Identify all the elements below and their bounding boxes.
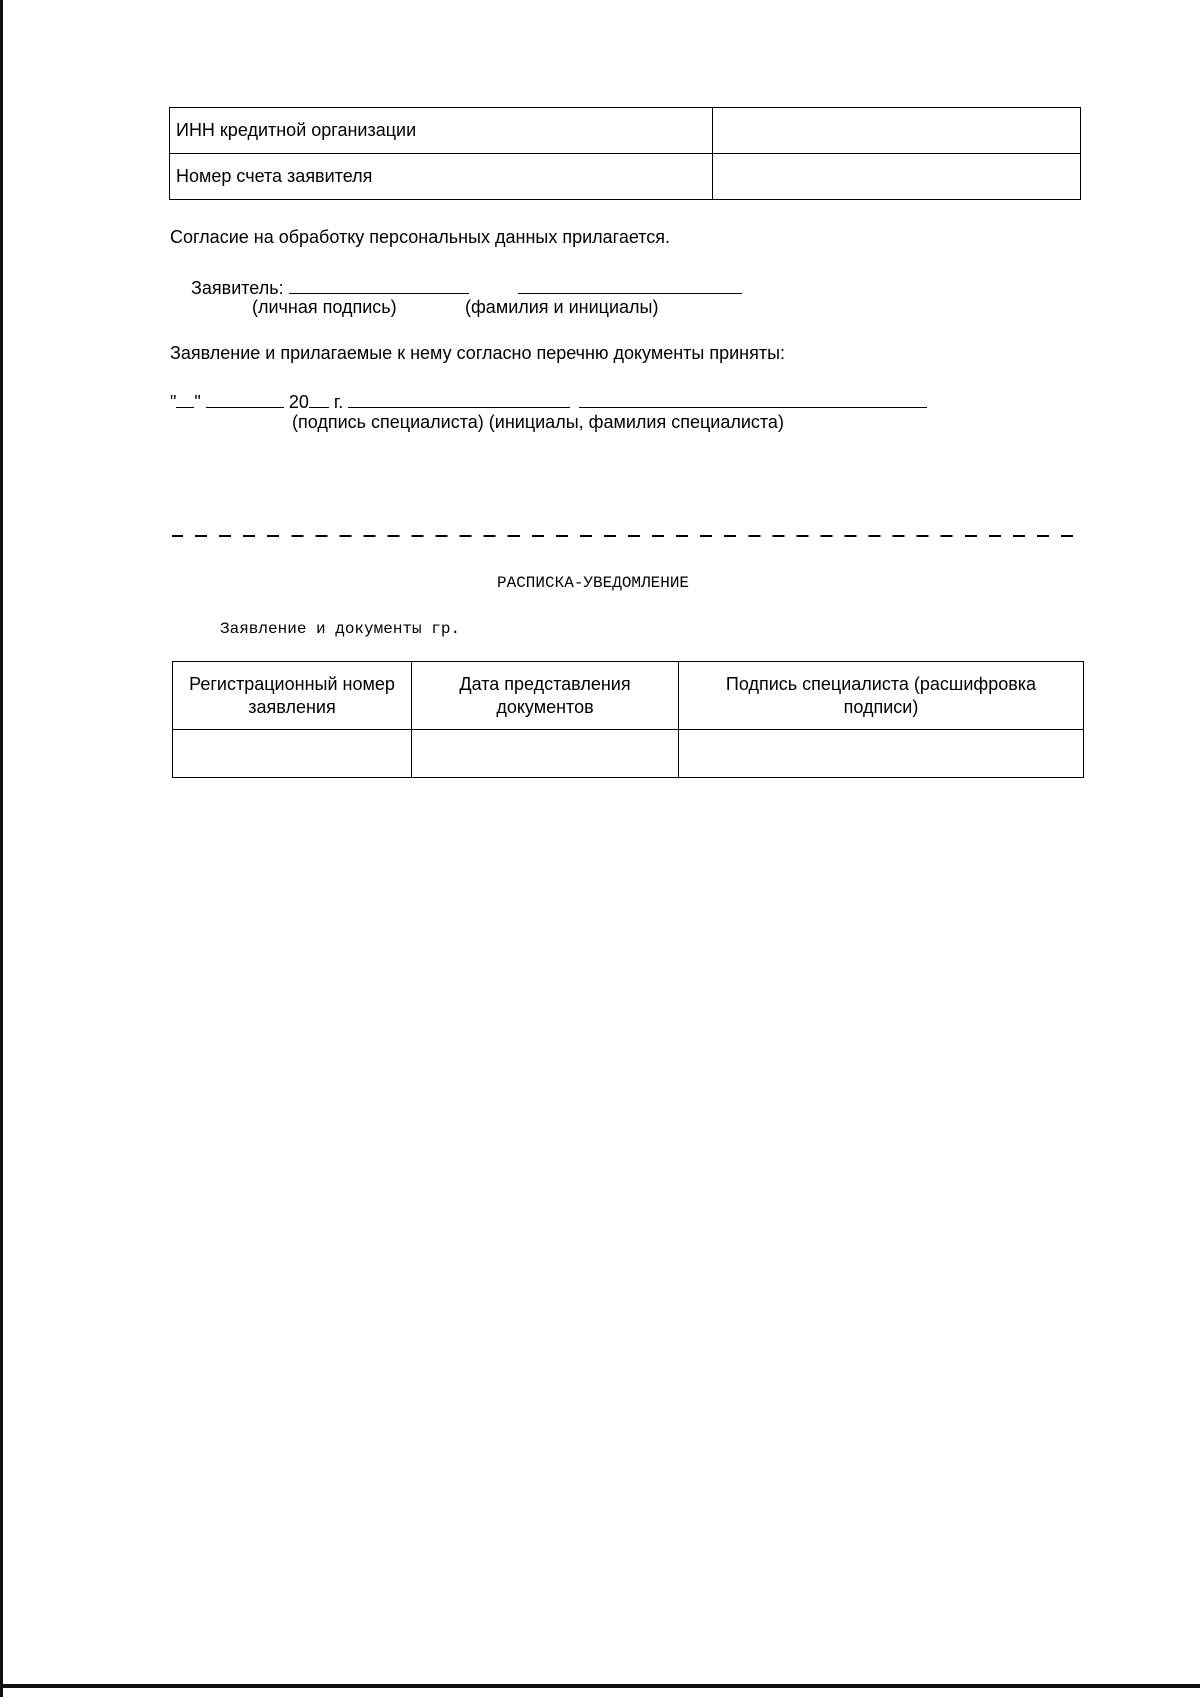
submission-date-cell[interactable]: [412, 730, 679, 778]
applicant-name-caption: (фамилия и инициалы): [465, 297, 659, 317]
month-blank[interactable]: [206, 391, 284, 408]
applicant-name-blank[interactable]: [518, 277, 742, 294]
receipt-intro: Заявление и документы гр.: [220, 620, 461, 638]
scan-edge-bottom: [0, 1684, 1200, 1688]
applicant-label: Заявитель:: [191, 278, 284, 298]
applicant-line: [191, 277, 742, 297]
header-specialist-signature: Подпись специалиста (расшифровка подписи): [679, 662, 1084, 730]
scan-edge-left: [0, 0, 3, 1697]
year-suffix: г.: [333, 392, 344, 412]
reg-number-cell[interactable]: [173, 730, 412, 778]
accepted-text: Заявление и прилагаемые к нему согласно перечню документы приняты:: [170, 343, 786, 363]
day-blank[interactable]: [176, 391, 194, 408]
consent-text: Согласие на обработку персональных данных прилагается.: [170, 227, 671, 247]
applicant-signature-caption: (личная подпись): [252, 297, 397, 317]
specialist-captions: (подпись специалиста) (инициалы, фамилия специалиста): [292, 412, 784, 432]
year-blank[interactable]: [309, 391, 329, 408]
table-row: [173, 730, 1084, 778]
header-reg-number: Регистрационный номер заявления: [173, 662, 412, 730]
quote-open: ": [170, 392, 177, 412]
table-row: [170, 108, 1081, 154]
year-prefix: 20: [288, 392, 309, 412]
account-label: Номер счета заявителя: [170, 154, 713, 200]
specialist-signature-blank[interactable]: [348, 391, 570, 408]
header-submission-date: Дата представления документов: [412, 662, 679, 730]
receipt-title: РАСПИСКА-УВЕДОМЛЕНИЕ: [497, 574, 690, 592]
specialist-name-blank[interactable]: [579, 391, 927, 408]
applicant-signature-blank[interactable]: [289, 277, 469, 294]
date-line: [170, 391, 927, 411]
bank-details-table: [169, 107, 1081, 200]
cut-line: [172, 535, 1077, 537]
account-value[interactable]: [713, 154, 1081, 200]
receipt-table: [172, 661, 1084, 778]
table-row: [170, 154, 1081, 200]
table-header-row: [173, 662, 1084, 730]
quote-close: ": [194, 392, 201, 412]
inn-label: ИНН кредитной организации: [170, 108, 713, 154]
inn-value[interactable]: [713, 108, 1081, 154]
specialist-signature-cell[interactable]: [679, 730, 1084, 778]
